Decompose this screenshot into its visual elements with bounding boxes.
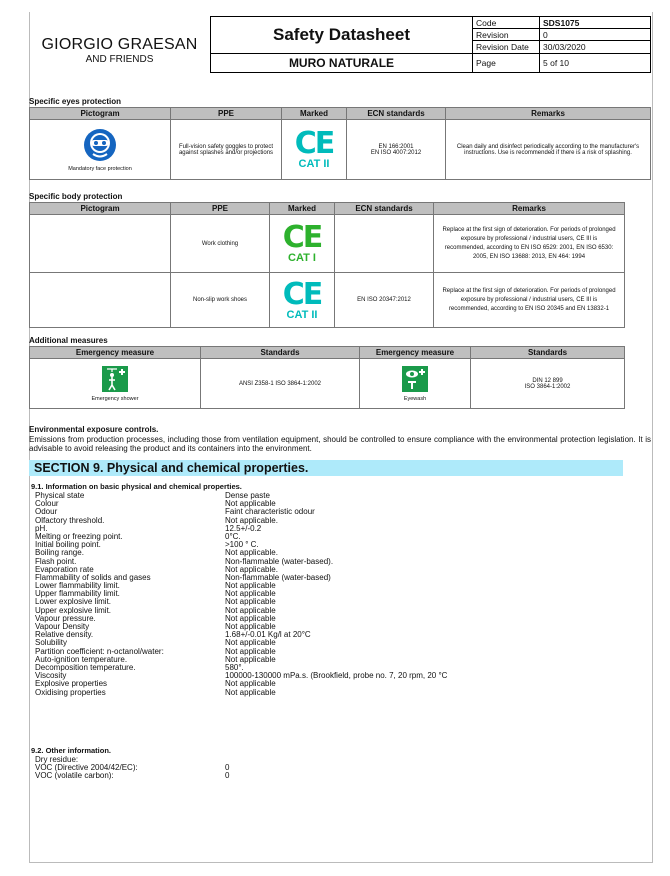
col-header: Standards bbox=[201, 347, 360, 359]
col-header: Pictogram bbox=[30, 108, 171, 120]
col-header: ECN standards bbox=[335, 203, 434, 215]
property-value: Not applicable bbox=[225, 597, 276, 607]
additional-heading: Additional measures bbox=[29, 336, 108, 345]
property-name: Decomposition temperature. bbox=[35, 662, 136, 672]
property-name: Physical state bbox=[35, 491, 85, 500]
company-name: GIORGIO GRAESAN bbox=[41, 36, 198, 53]
property-name: pH. bbox=[35, 523, 48, 533]
pictogram-cell bbox=[30, 215, 171, 273]
property-name: Initial boiling point. bbox=[35, 540, 101, 550]
eyes-heading: Specific eyes protection bbox=[29, 97, 122, 106]
property-value: Not applicable bbox=[225, 646, 276, 656]
col-header: Remarks bbox=[434, 203, 625, 215]
property-name: VOC (Directive 2004/42/EC): bbox=[35, 763, 138, 773]
property-value: 1.68+/-0.01 Kg/l at 20°C bbox=[225, 630, 311, 640]
shower-standards: ANSI Z358-1 ISO 3864-1:2002 bbox=[201, 359, 360, 409]
property-name: Vapour Density bbox=[35, 622, 90, 631]
meta-label-code: Code bbox=[473, 17, 540, 29]
ce-category: CAT II bbox=[286, 308, 318, 321]
property-name: Oxidising properties bbox=[35, 687, 106, 697]
additional-table bbox=[29, 346, 625, 409]
property-value: Not applicable. bbox=[225, 548, 278, 558]
property-name: Solubility bbox=[35, 638, 68, 648]
ce-mark bbox=[272, 276, 332, 321]
section9-title: SECTION 9. Physical and chemical properties. bbox=[34, 461, 309, 475]
property-name: Vapour pressure. bbox=[35, 613, 96, 623]
property-name: Lower explosive limit. bbox=[35, 597, 112, 607]
eyewash-caption: Eyewash bbox=[403, 395, 427, 402]
company-block bbox=[29, 17, 211, 73]
body-table bbox=[29, 202, 625, 328]
document-header bbox=[29, 16, 651, 73]
property-value: 0°C. bbox=[225, 531, 241, 541]
property-value: Not applicable bbox=[225, 605, 276, 615]
ce-symbol: CE bbox=[282, 276, 322, 312]
body-heading: Specific body protection bbox=[29, 192, 123, 201]
property-value: Not applicable bbox=[225, 581, 276, 591]
remarks-cell: Replace at the first sign of deterioration. For periods of prolonged exposure by professional / industrial users, CE III is recommended, according to EN ISO 6529: 2001, EN ISO 6530: 2005, EN ISO 13688: 2013, EN 464: 1994 bbox=[434, 215, 625, 273]
property-value: Not applicable bbox=[225, 654, 276, 664]
standards-cell bbox=[335, 215, 434, 273]
property-value: 12.5+/-0.2 bbox=[225, 523, 262, 533]
standards-cell bbox=[347, 120, 446, 180]
ce-symbol: CE bbox=[294, 126, 334, 161]
meta-value-page: 5 of 10 bbox=[540, 53, 651, 72]
property-value: Not applicable bbox=[225, 679, 276, 689]
company-subname: AND FRIENDS bbox=[85, 54, 154, 65]
meta-label-page: Page bbox=[473, 53, 540, 72]
property-value: 580°. bbox=[225, 662, 244, 672]
ce-category: CAT I bbox=[288, 252, 316, 264]
ce-symbol: CE bbox=[282, 220, 322, 255]
eyes-table bbox=[29, 107, 651, 180]
table-row bbox=[30, 273, 625, 328]
remarks-cell: Replace at the first sign of deterioration. For periods of prolonged exposure by professional / industrial users, CE III is recommended, according to EN ISO 20345 and EN 13832-1 bbox=[434, 273, 625, 328]
property-name: Partition coefficient: n-octanol/water: bbox=[35, 646, 164, 656]
marked-cell bbox=[270, 273, 335, 328]
col-header: Pictogram bbox=[30, 203, 171, 215]
property-name: Flash point. bbox=[35, 556, 77, 566]
ppe-cell: Non-slip work shoes bbox=[171, 273, 270, 328]
product-name: MURO NATURALE bbox=[211, 53, 473, 72]
property-name: Viscosity bbox=[35, 671, 67, 681]
property-value: >100 ° C. bbox=[225, 540, 259, 550]
col-header: Emergency measure bbox=[30, 347, 201, 359]
eyewash-cell bbox=[360, 359, 471, 409]
property-value: Not applicable bbox=[225, 638, 276, 648]
col-header: Marked bbox=[270, 203, 335, 215]
property-name: Upper explosive limit. bbox=[35, 605, 112, 615]
property-name: Olfactory threshold. bbox=[35, 515, 105, 525]
section9-subheading-2: 9.2. Other information. bbox=[31, 746, 112, 755]
property-name: Relative density. bbox=[35, 630, 94, 640]
shower-caption: Emergency shower bbox=[91, 395, 139, 402]
property-name: Dry residue: bbox=[35, 755, 79, 764]
col-header: ECN standards bbox=[347, 108, 446, 120]
property-value: 100000-130000 mPa.s. (Brookfield, probe no. 7, 20 rpm, 20 °C bbox=[225, 671, 448, 681]
environment-block bbox=[29, 425, 651, 454]
property-name: Odour bbox=[35, 507, 58, 517]
property-value: Not applicable. bbox=[225, 515, 278, 525]
marked-cell bbox=[270, 215, 335, 273]
property-value: Non-flammable (water-based) bbox=[225, 572, 331, 582]
ppe-cell: Work clothing bbox=[171, 215, 270, 273]
table-row bbox=[30, 215, 625, 273]
emergency-shower-icon bbox=[102, 366, 128, 392]
property-name: Lower flammability limit. bbox=[35, 581, 120, 591]
property-name: Upper flammability limit. bbox=[35, 589, 120, 599]
meta-label-revision: Revision bbox=[473, 29, 540, 41]
col-header: PPE bbox=[171, 203, 270, 215]
eyewash-icon bbox=[402, 366, 428, 392]
meta-value-code: SDS1075 bbox=[540, 17, 651, 29]
eyewash-standards bbox=[471, 359, 625, 409]
standards-cell: EN ISO 20347:2012 bbox=[335, 273, 434, 328]
section9-banner bbox=[29, 460, 623, 476]
meta-value-revision-date: 30/03/2020 bbox=[540, 41, 651, 53]
property-name: Colour bbox=[35, 499, 59, 509]
ce-mark bbox=[284, 126, 344, 170]
property-value: Not applicable. bbox=[225, 564, 278, 574]
standard-item: DIN 12 899 bbox=[532, 377, 563, 384]
property-value: Not applicable bbox=[225, 613, 276, 623]
property-value: 0 bbox=[225, 763, 230, 773]
property-name: Auto-ignition temperature. bbox=[35, 654, 128, 664]
standard-item: EN 166:2001 bbox=[378, 143, 414, 150]
property-name: Evaporation rate bbox=[35, 564, 94, 574]
remarks-cell: Clean daily and disinfect periodically according to the manufacturer's instructions. Use is recommended if there is a risk of splashing. bbox=[446, 120, 651, 180]
marked-cell bbox=[282, 120, 347, 180]
ppe-cell: Full-vision safety goggles to protect against splashes and/or projections bbox=[171, 120, 282, 180]
property-value: Not applicable bbox=[225, 589, 276, 599]
property-value: Non-flammable (water-based). bbox=[225, 556, 334, 566]
col-header: Standards bbox=[471, 347, 625, 359]
standard-item: ISO 3864-1:2002 bbox=[524, 383, 571, 390]
property-value: Not applicable bbox=[225, 499, 276, 509]
ce-category: CAT II bbox=[298, 158, 330, 170]
environment-text: Emissions from production processes, including those from ventilation equipment, should be controlled to ensure compliance with the environmental protection legislation. It is advisable to avoid releasing the product and its containers into the environment. bbox=[29, 434, 651, 453]
meta-label-revision-date: Revision Date bbox=[473, 41, 540, 53]
property-value: 0 bbox=[225, 771, 230, 781]
property-value: Faint characteristic odour bbox=[225, 507, 315, 517]
standard-item: EN ISO 4007:2012 bbox=[370, 149, 422, 156]
ce-mark bbox=[272, 220, 332, 264]
property-value: Not applicable bbox=[225, 622, 276, 631]
shower-cell bbox=[30, 359, 201, 409]
pictogram-cell bbox=[30, 273, 171, 328]
property-name: Flammability of solids and gases bbox=[35, 572, 151, 582]
property-name: Boiling range. bbox=[35, 548, 84, 558]
property-value: Not applicable bbox=[225, 687, 276, 697]
face-protection-icon bbox=[83, 128, 117, 162]
document-title: Safety Datasheet bbox=[211, 17, 473, 54]
meta-value-revision: 0 bbox=[540, 29, 651, 41]
section9-subheading-1: 9.1. Information on basic physical and chemical properties. bbox=[31, 482, 242, 491]
property-value: Dense paste bbox=[225, 491, 270, 500]
property-name: Explosive properties bbox=[35, 679, 108, 689]
environment-title: Environmental exposure controls. bbox=[29, 425, 159, 434]
property-name: VOC (volatile carbon): bbox=[35, 771, 114, 781]
property-name: Melting or freezing point. bbox=[35, 531, 123, 541]
col-header: Emergency measure bbox=[360, 347, 471, 359]
pictogram-cell bbox=[30, 120, 171, 180]
col-header: PPE bbox=[171, 108, 282, 120]
col-header: Remarks bbox=[446, 108, 651, 120]
pictogram-caption: Mandatory face protection bbox=[68, 165, 132, 172]
col-header: Marked bbox=[282, 108, 347, 120]
